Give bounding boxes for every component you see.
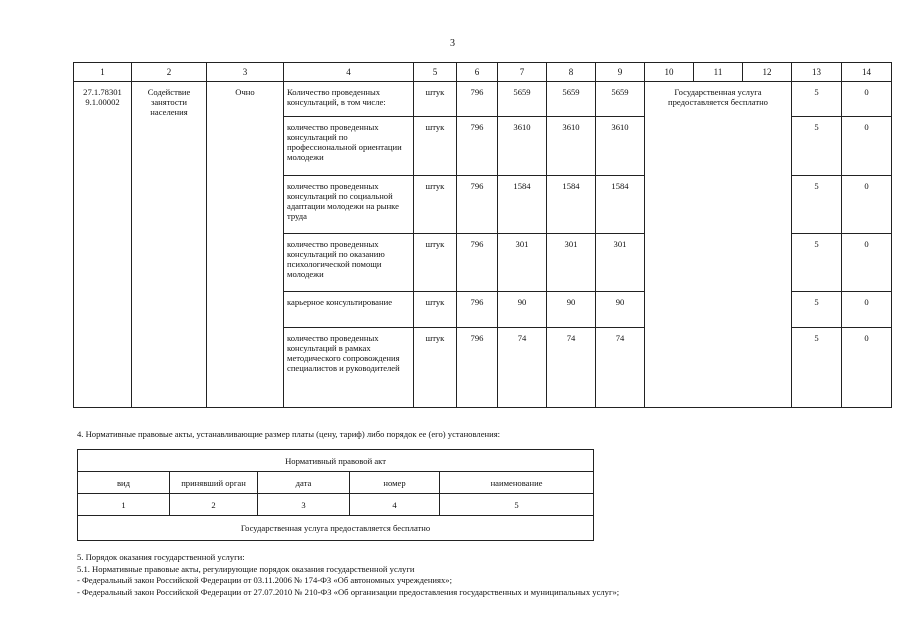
column-header: вид xyxy=(78,472,170,494)
value-cell: 3610 xyxy=(498,117,547,176)
column-number: 10 xyxy=(645,63,694,82)
deviation-cell: 5 xyxy=(792,292,842,328)
value-cell: 74 xyxy=(498,328,547,408)
value-cell: 74 xyxy=(596,328,645,408)
okei-cell: 796 xyxy=(457,117,498,176)
page-number: 3 xyxy=(450,38,455,49)
column-header: принявший орган xyxy=(170,472,258,494)
column-number: 5 xyxy=(414,63,457,82)
indicator-cell: количество проведенных консультаций по социальной адаптации молодежи на рынке труда xyxy=(284,176,414,234)
indicator-cell: Количество проведенных консультаций, в том числе: xyxy=(284,82,414,117)
column-number: 4 xyxy=(284,63,414,82)
column-number: 9 xyxy=(596,63,645,82)
value-cell: 90 xyxy=(547,292,596,328)
value-cell: 5659 xyxy=(547,82,596,117)
indicator-cell: количество проведенных консультаций в рамках методического сопровождения специалистов и руководителей xyxy=(284,328,414,408)
column-number: 2 xyxy=(132,63,207,82)
column-number: 8 xyxy=(547,63,596,82)
law-list-item: - Федеральный закон Российской Федерации от 27.07.2010 № 210-ФЗ «Об организации предоставления государственных и муниципальных услуг»; xyxy=(77,586,620,597)
service-indicators-table xyxy=(73,62,892,408)
column-number: 3 xyxy=(207,63,284,82)
deviation-cell: 0 xyxy=(842,328,892,408)
okei-cell: 796 xyxy=(457,234,498,292)
column-number: 4 xyxy=(350,494,440,516)
unit-cell: штук xyxy=(414,328,457,408)
value-cell: 90 xyxy=(596,292,645,328)
okei-cell: 796 xyxy=(457,328,498,408)
normative-acts-table xyxy=(77,449,594,541)
indicator-cell: карьерное консультирование xyxy=(284,292,414,328)
deviation-cell: 5 xyxy=(792,176,842,234)
free-service-note-cell: Государственная услуга предоставляется бесплатно xyxy=(645,82,792,408)
value-cell: 5659 xyxy=(498,82,547,117)
unit-cell: штук xyxy=(414,292,457,328)
value-cell: 301 xyxy=(596,234,645,292)
column-number: 11 xyxy=(694,63,743,82)
normative-act-title: Нормативный правовой акт xyxy=(78,450,594,472)
deviation-cell: 0 xyxy=(842,292,892,328)
deviation-cell: 5 xyxy=(792,328,842,408)
value-cell: 1584 xyxy=(498,176,547,234)
section-5-1-heading: 5.1. Нормативные правовые акты, регулирующие порядок оказания государственной услуги xyxy=(77,563,415,574)
column-number: 6 xyxy=(457,63,498,82)
deviation-cell: 5 xyxy=(792,234,842,292)
value-cell: 5659 xyxy=(596,82,645,117)
unit-cell: штук xyxy=(414,82,457,117)
section-5 xyxy=(77,552,619,598)
okei-cell: 796 xyxy=(457,82,498,117)
service-name-cell: Содействие занятости населения xyxy=(132,82,207,408)
column-number: 2 xyxy=(170,494,258,516)
column-number: 5 xyxy=(440,494,594,516)
deviation-cell: 0 xyxy=(842,117,892,176)
unit-cell: штук xyxy=(414,117,457,176)
column-header: наименование xyxy=(440,472,594,494)
unit-cell: штук xyxy=(414,176,457,234)
deviation-cell: 0 xyxy=(842,82,892,117)
table-row xyxy=(74,82,892,117)
service-form-cell: Очно xyxy=(207,82,284,408)
value-cell: 1584 xyxy=(596,176,645,234)
column-number: 3 xyxy=(258,494,350,516)
law-list-item: - Федеральный закон Российской Федерации от 03.11.2006 № 174-ФЗ «Об автономных учреждениях»; xyxy=(77,575,452,585)
value-cell: 301 xyxy=(547,234,596,292)
free-service-note: Государственная услуга предоставляется бесплатно xyxy=(78,516,594,541)
column-header: дата xyxy=(258,472,350,494)
value-cell: 301 xyxy=(498,234,547,292)
indicator-cell: количество проведенных консультаций по оказанию психологической помощи молодежи xyxy=(284,234,414,292)
table-header-row xyxy=(74,63,892,82)
value-cell: 3610 xyxy=(547,117,596,176)
value-cell: 90 xyxy=(498,292,547,328)
deviation-cell: 5 xyxy=(792,117,842,176)
column-number: 7 xyxy=(498,63,547,82)
column-number: 14 xyxy=(842,63,892,82)
value-cell: 3610 xyxy=(596,117,645,176)
indicator-cell: количество проведенных консультаций по профессиональной ориентации молодежи xyxy=(284,117,414,176)
value-cell: 1584 xyxy=(547,176,596,234)
column-number: 1 xyxy=(74,63,132,82)
deviation-cell: 5 xyxy=(792,82,842,117)
section-5-heading: 5. Порядок оказания государственной услуги: xyxy=(77,552,245,562)
column-number: 1 xyxy=(78,494,170,516)
okei-cell: 796 xyxy=(457,176,498,234)
column-number: 13 xyxy=(792,63,842,82)
deviation-cell: 0 xyxy=(842,176,892,234)
column-number: 12 xyxy=(743,63,792,82)
column-header: номер xyxy=(350,472,440,494)
unit-cell: штук xyxy=(414,234,457,292)
deviation-cell: 0 xyxy=(842,234,892,292)
okei-cell: 796 xyxy=(457,292,498,328)
registry-code-cell: 27.1.78301 9.1.00002 xyxy=(74,82,132,408)
section-4-heading: 4. Нормативные правовые акты, устанавливающие размер платы (цену, тариф) либо порядок ее (его) установления: xyxy=(77,429,501,439)
value-cell: 74 xyxy=(547,328,596,408)
